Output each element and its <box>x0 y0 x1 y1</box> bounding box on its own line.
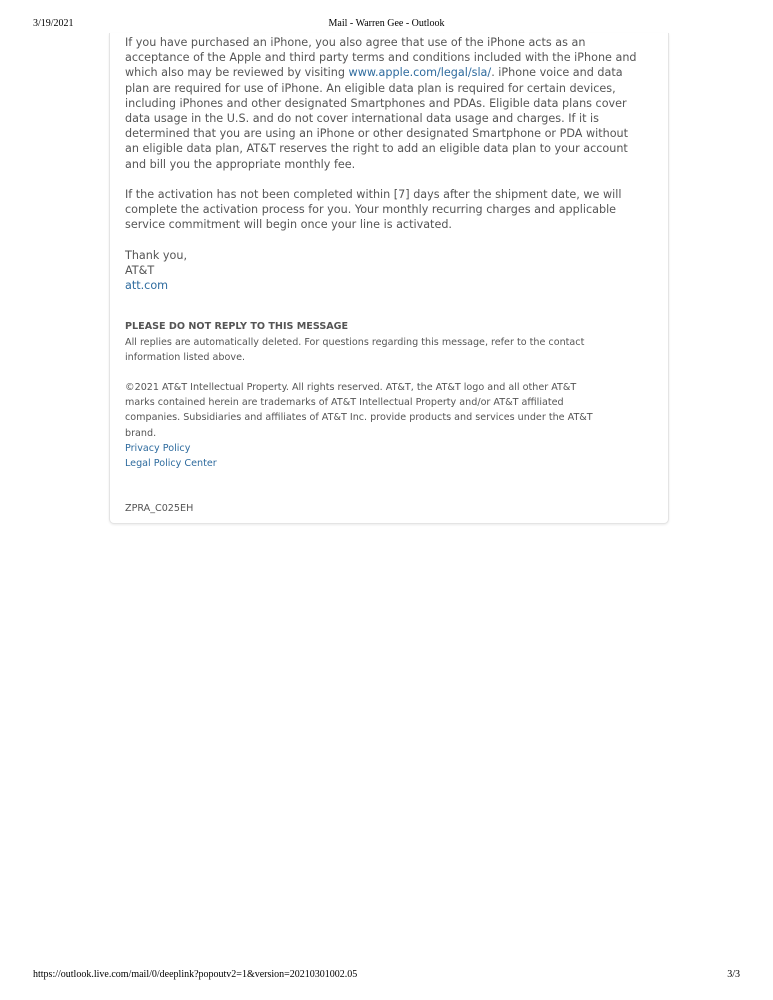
text-line: determined that you are using an iPhone or other designated Smartphone or PDA without <box>125 127 629 141</box>
print-date: 3/19/2021 <box>33 18 74 29</box>
text-line <box>125 65 655 80</box>
spacer <box>125 365 655 380</box>
text-line: plan are required for use of iPhone. An eligible data plan is required for certain devices, <box>125 81 616 95</box>
text-line: service commitment will begin once your line is activated. <box>125 218 452 232</box>
print-footer <box>0 969 773 983</box>
text-line: information listed above. <box>125 351 246 363</box>
thanks-text: Thank you, <box>125 248 188 262</box>
iphone-terms-paragraph <box>125 35 655 172</box>
spacer <box>125 471 655 501</box>
text-line: brand. <box>125 427 157 439</box>
email-body-card <box>109 33 669 524</box>
print-url: https://outlook.live.com/mail/0/deeplink?popoutv2=1&version=20210301002.05 <box>33 969 358 980</box>
text-line: complete the activation process for you. Your monthly recurring charges and applicable <box>125 203 617 217</box>
print-page-title: Mail - Warren Gee - Outlook <box>328 18 445 29</box>
text-line: ©2021 AT&T Intellectual Property. All rights reserved. AT&T, the AT&T logo and all other AT&T <box>125 382 577 394</box>
privacy-policy-link[interactable]: Privacy Policy <box>125 442 191 454</box>
text-line: including iPhones and other designated Smartphones and PDAs. Eligible data plans cover <box>125 96 627 110</box>
apple-legal-link[interactable]: www.apple.com/legal/sla/ <box>348 66 492 80</box>
signoff-block <box>125 248 655 294</box>
text-line: companies. Subsidiaries and affiliates of AT&T Inc. provide products and services under the AT&T <box>125 412 593 424</box>
text-line: data usage in the U.S. and do not cover international data usage and charges. If it is <box>125 112 599 126</box>
text-line: All replies are automatically deleted. For questions regarding this message, refer to the contact <box>125 336 585 348</box>
no-reply-notice <box>125 319 655 365</box>
activation-paragraph <box>125 187 655 233</box>
text-line: marks contained herein are trademarks of AT&T Intellectual Property and/or AT&T affiliated <box>125 397 564 409</box>
legal-policy-center-link[interactable]: Legal Policy Center <box>125 458 217 470</box>
text-line: If you have purchased an iPhone, you also agree that use of the iPhone acts as an <box>125 36 586 49</box>
spacer <box>125 293 655 319</box>
att-link[interactable]: att.com <box>125 279 169 293</box>
text-segment: . iPhone voice and data <box>491 66 623 80</box>
text-line: an eligible data plan, AT&T reserves the right to add an eligible data plan to your account <box>125 142 628 156</box>
legal-notice <box>125 380 655 471</box>
reference-code: ZPRA_C025EH <box>125 503 194 515</box>
text-segment: which also may be reviewed by visiting <box>125 66 349 80</box>
print-header <box>0 18 773 32</box>
email-content <box>125 35 655 516</box>
sender-name: AT&T <box>125 264 155 278</box>
text-line: If the activation has not been completed within [7] days after the shipment date, we will <box>125 188 622 202</box>
text-line: acceptance of the Apple and third party terms and conditions included with the iPhone and <box>125 51 637 65</box>
print-page-number: 3/3 <box>727 969 740 980</box>
text-line: and bill you the appropriate monthly fee. <box>125 157 356 171</box>
notice-title: PLEASE DO NOT REPLY TO THIS MESSAGE <box>125 321 349 333</box>
